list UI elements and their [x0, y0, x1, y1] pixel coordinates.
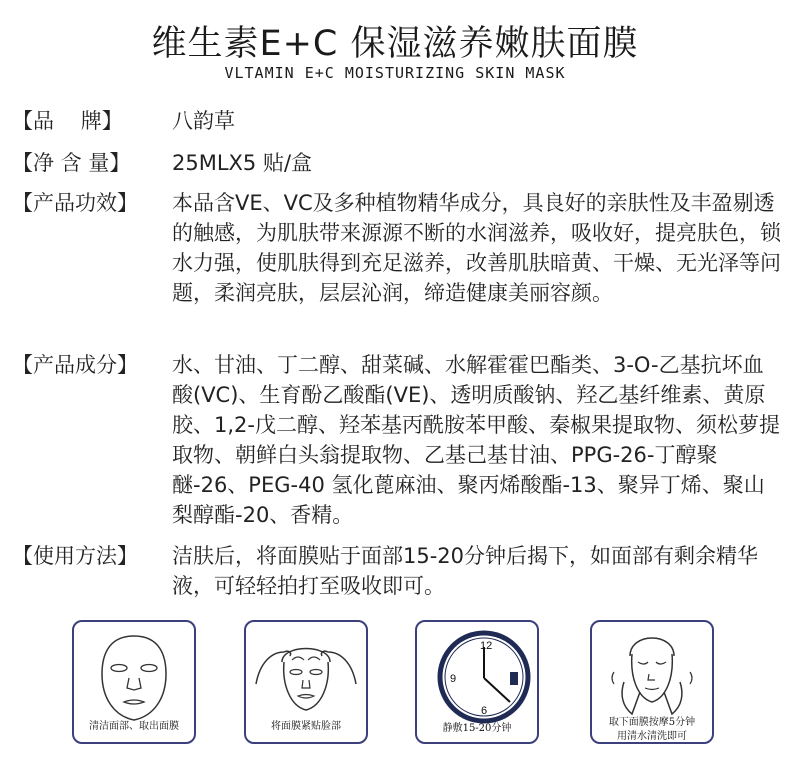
spec-label: 【产品功效】	[12, 191, 138, 215]
step-card-wait	[415, 620, 539, 744]
spec-value: 本品含VE、VC及多种植物精华成分，具良好的亲肤性及丰盈剔透的触感，为肌肤带来源源不断的水润滋养，吸收好，提亮肤色，锁水力强，使肌肤得到充足滋养，改善肌肤暗黄、干燥、无光泽等问题，柔润亮肤，层层沁润，缔造健康美丽容颜。	[172, 191, 781, 305]
spec-label: 【使用方法】	[12, 544, 138, 568]
spec-value: 八韵草	[172, 109, 235, 133]
spec-value: 洁肤后，将面膜贴于面部15-20分钟后揭下，如面部有剩余精华液，可轻轻拍打至吸收即可。	[172, 544, 759, 598]
usage-steps	[72, 620, 732, 746]
step-caption: 静敷15-20分钟	[442, 723, 512, 734]
step-caption: 将面膜紧贴脸部	[271, 721, 341, 732]
page-subtitle: VLTAMIN E+C MOISTURIZING SKIN MASK	[224, 64, 566, 82]
step-card-rinse	[590, 620, 714, 744]
step-card-apply	[244, 620, 368, 744]
spec-value: 25MLX5 贴/盒	[172, 151, 313, 175]
clock-number-12: 12	[480, 640, 493, 652]
clock-number-9: 9	[450, 673, 457, 685]
step-caption: 用清水清洗即可	[617, 731, 687, 742]
spec-label: 【净 含 量】	[12, 151, 131, 175]
page-title: 维生素E+C 保湿滋养嫩肤面膜	[151, 24, 639, 64]
step-caption: 清洁面部、取出面膜	[89, 721, 179, 732]
spec-label: 【品 牌】	[12, 109, 123, 133]
spec-value: 水、甘油、丁二醇、甜菜碱、水解霍霍巴酯类、3-O-乙基抗坏血酸(VC)、生育酚乙酸酯(VE)、透明质酸钠、羟乙基纤维素、黄原胶、1,2-戊二醇、羟苯基丙酰胺苯甲酸、秦椒果提取物、须松萝提取物、朝鲜白头翁提取物、乙基己基甘油、PPG-26-丁醇聚醚-26、PEG-40 氢化蓖麻油、聚丙烯酸酯-13、聚异丁烯、聚山梨醇酯-20、香精。	[172, 353, 780, 527]
step-caption: 取下面膜按摩5分钟	[608, 717, 696, 728]
spec-label: 【产品成分】	[12, 353, 138, 377]
step-card-mask	[72, 620, 196, 744]
clock-number-6: 6	[481, 705, 488, 717]
